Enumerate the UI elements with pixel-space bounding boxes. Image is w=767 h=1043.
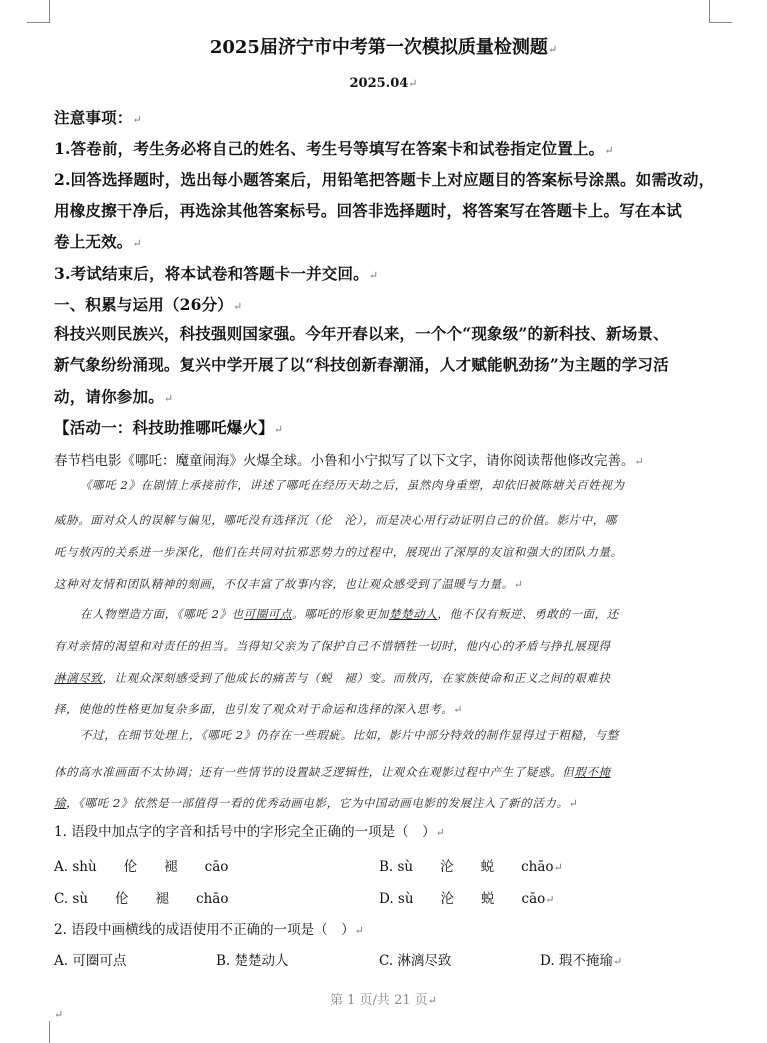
- question-2-option-d: D. 瑕不掩瑜↵: [540, 953, 623, 969]
- passage-line-10: 体的高水准画面不太协调；还有一些情节的设置缺乏逻辑性，让观众在观影过程中产生了疑惑。但瑕不掩: [54, 765, 611, 779]
- passage-line-2: 威胁。面对众人的误解与偏见，哪吒没有选择沉（伦 沦），而是决心用行动证明自己的价值。影片中，哪: [54, 513, 617, 527]
- idiom-1: 可圈可点: [243, 607, 293, 621]
- notes-item-1: 1.答卷前，考生务必将自己的姓名、考生号等填写在答案卡和试卷指定位置上。↵: [54, 139, 614, 158]
- idiom-4-part1: 瑕不掩: [574, 765, 611, 779]
- idiom-3: 淋漓尽致: [54, 671, 103, 685]
- crop-mark-top-left: [27, 0, 50, 23]
- notes-heading: 注意事项：↵: [54, 108, 142, 127]
- passage-line-11: 瑜，《哪吒 2》依然是一部值得一看的优秀动画电影，它为中国动画电影的发展注入了新的活力。↵: [54, 796, 579, 810]
- notes-item-2-line2: 用橡皮擦干净后，再选涂其他答案标号。回答非选择题时，将答案写在答题卡上。写在本试: [54, 201, 683, 220]
- question-2-option-c: C. 淋漓尽致: [379, 953, 452, 969]
- passage-line-1: 《哪吒 2》在剧情上承接前作，讲述了哪吒在经历天劫之后，虽然肉身重塑，却依旧被陈塘关百姓视为: [80, 478, 625, 492]
- exam-date: 2025.04↵: [349, 76, 418, 91]
- question-1-option-b: B. sù 沦 蜕 chāo↵: [379, 859, 563, 875]
- question-2-option-b: B. 楚楚动人: [216, 953, 289, 969]
- idiom-4-part2: 瑜: [54, 796, 67, 810]
- section-intro-line3: 动，请你参加。↵: [54, 387, 174, 406]
- crop-mark-top-right: [709, 0, 732, 23]
- passage-line-5: 在人物塑造方面，《哪吒 2》也可圈可点。哪吒的形象更加楚楚动人，他不仅有叛逆、勇敢的一面，还: [80, 607, 619, 621]
- notes-item-2-line1: 2.回答选择题时，选出每小题答案后，用铅笔把答题卡上对应题目的答案标号涂黑。如需改动，: [54, 170, 715, 189]
- idiom-2: 楚楚动人: [388, 607, 438, 621]
- question-1-option-c: C. sù 伦 褪 chāo: [54, 891, 229, 907]
- question-1-option-a: A. shù 伦 褪 cāo: [54, 859, 229, 875]
- page-title: 2025届济宁市中考第一次模拟质量检测题↵: [209, 37, 558, 58]
- paragraph-mark: ↵: [54, 1008, 64, 1021]
- question-2-option-a: A. 可圈可点: [54, 953, 127, 969]
- passage-line-9: 不过，在细节处理上，《哪吒 2》仍存在一些瑕疵。比如，影片中部分特效的制作显得过于粗糙，与整: [80, 728, 619, 742]
- passage-line-7: 淋漓尽致，让观众深刻感受到了他成长的痛苦与（蜕 褪）变。而敖丙，在家族使命和正义之间的艰难抉: [54, 671, 611, 685]
- notes-item-2-line3: 卷上无效。↵: [54, 232, 142, 251]
- page-footer: 第 1 页/共 21 页↵: [330, 993, 437, 1008]
- passage-line-8: 择，使他的性格更加复杂多面，也引发了观众对于命运和选择的深入思考。↵: [54, 702, 464, 716]
- section-intro-line2: 新气象纷纷涌现。复兴中学开展了以“科技创新春潮涌，人才赋能帆劲扬”为主题的学习活: [54, 355, 669, 374]
- passage-line-3: 吒与敖丙的关系进一步深化，他们在共同对抗邪恶势力的过程中，展现出了深厚的友谊和强大的团队力量。: [54, 545, 623, 559]
- passage-line-6: 有对亲情的渴望和对责任的担当。当得知父亲为了保护自己不惜牺牲一切时，他内心的矛盾与挣扎展现得: [54, 639, 611, 653]
- question-1-stem: 1. 语段中加点字的字音和括号中的字形完全正确的一项是（ ）↵: [54, 824, 445, 840]
- section-heading: 一、积累与运用（26分）↵: [54, 295, 243, 314]
- notes-item-3: 3.考试结束后，将本试卷和答题卡一并交回。↵: [54, 264, 379, 283]
- passage-line-4: 这种对友情和团队精神的刻画，不仅丰富了故事内容，也让观众感受到了温暖与力量。↵: [54, 577, 524, 591]
- activity-intro: 春节档电影《哪吒：魔童闹海》火爆全球。小鲁和小宁拟写了以下文字，请你阅读帮他修改完善。↵: [54, 453, 644, 469]
- question-1-option-d: D. sù 沦 蜕 cāo↵: [379, 891, 555, 907]
- activity-heading: 【活动一：科技助推哪吒爆火】↵: [54, 418, 284, 437]
- question-2-stem: 2. 语段中画横线的成语使用不正确的一项是（ ）↵: [54, 922, 364, 938]
- crop-mark-bottom-left: [27, 1021, 50, 1043]
- section-intro-line1: 科技兴则民族兴，科技强则国家强。今年开春以来，一个个“现象级”的新科技、新场景、: [54, 324, 669, 343]
